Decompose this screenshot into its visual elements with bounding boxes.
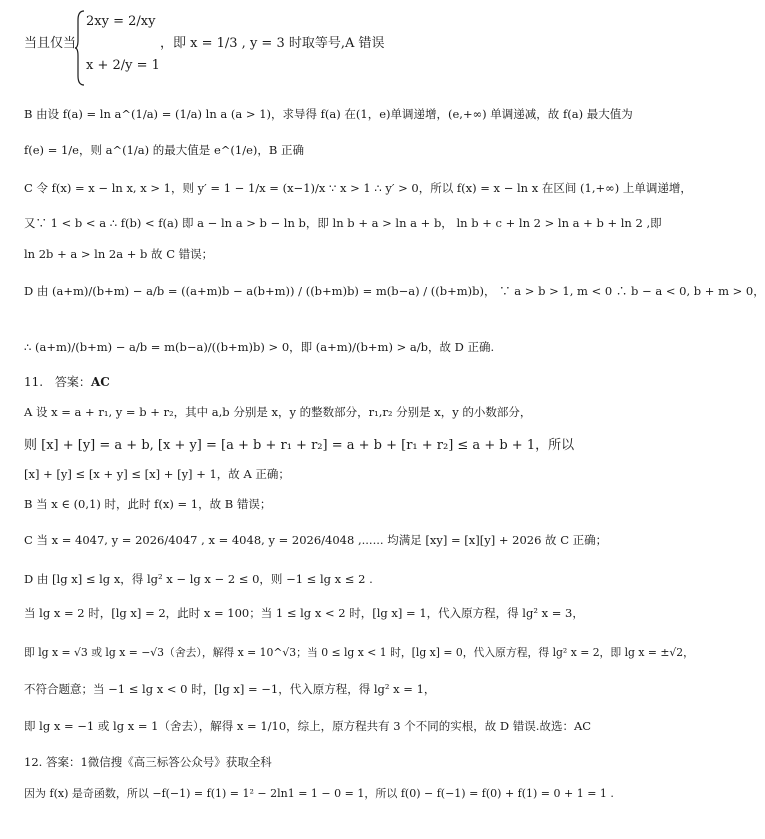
s11-number: 11. [24,375,44,389]
s11-header [24,374,624,390]
s10-C-line3: ln 2b + a > ln 2a + b 故 C 错误； [24,247,214,261]
s12-header: 12. 答案：1微信搜《高三标答公众号》获取全科 [24,755,272,769]
system-brace [75,10,85,86]
s11-A-line1: A 设 x = a + r₁, y = b + r₂，其中 a,b 分别是 x，y 的整数部分，r₁,r₂ 分别是 x，y 的小数部分， [24,405,532,419]
system-row-2: x + 2/y = 1 [86,58,160,73]
s11-C-line: C 当 x = 4047, y = 2026/4047 , x = 4048, y = 2026/4048 ,...... 均满足 [xy] = [x][y] + 2026 故 C 正确； [24,533,608,547]
s10-B-line1: B 由设 f(a) = ln a^(1/a) = (1/a) ln a (a > 1)，求导得 f(a) 在(1，e)单调递增，(e,+∞) 单调递减，故 f(a) 最大值为 [24,107,633,121]
s11-D-line3: 即 lg x = √3 或 lg x = −√3（舍去），解得 x = 10^√3；当 0 ≤ lg x < 1 时，[lg x] = 0，代入原方程，得 lg² x = 2，即 lg x = ±√2， [24,646,694,659]
s10-C-line2: 又∵ 1 < b < a ∴ f(b) < f(a) 即 a − ln a > b − ln b，即 ln b + a > ln a + b， ln b + c + ln 2 > ln a + b + ln 2 ,即 [24,216,662,230]
system-row-1: 2xy = 2/xy [86,14,156,29]
s12-line1: 因为 f(x) 是奇函数，所以 −f(−1) = f(1) = 1² − 2ln1 = 1 − 0 = 1，所以 f(0) − f(−1) = f(0) + f(1) = 0 + 1 = 1 . [24,787,614,800]
s11-D-line2: 当 lg x = 2 时，[lg x] = 2，此时 x = 100；当 1 ≤ lg x < 2 时，[lg x] = 1，代入原方程，得 lg² x = 3， [24,606,584,620]
s11-D-line5: 即 lg x = −1 或 lg x = 1（舍去），解得 x = 1/10，综上，原方程共有 3 个不同的实根，故 D 错误.故选：AC [24,719,592,733]
s10-C-line1: C 令 f(x) = x − ln x, x > 1，则 y′ = 1 − 1/x = (x−1)/x ∵ x > 1 ∴ y′ > 0，所以 f(x) = x − ln x 在区间 (1,+∞) 上单调递增， [24,181,692,195]
s10-D-line1: D 由 (a+m)/(b+m) − a/b = ((a+m)b − a(b+m)) / ((b+m)b) = m(b−a) / ((b+m)b)， ∵ a > b > 1, m < 0 ∴ b − a < 0, b + m > 0， [24,284,765,298]
cond-prefix: 当且仅当 [24,36,77,51]
s11-B-line: B 当 x ∈ (0,1) 时，此时 f(x) = 1，故 B 错误； [24,497,272,511]
s10-B-line2: f(e) = 1/e，则 a^(1/a) 的最大值是 e^(1/e)，B 正确 [24,143,304,157]
s11-D-line4: 不符合题意；当 −1 ≤ lg x < 0 时，[lg x] = −1，代入原方程，得 lg² x = 1， [24,682,436,696]
s10-D-line2: ∴ (a+m)/(b+m) − a/b = m(b−a)/((b+m)b) > 0，即 (a+m)/(b+m) > a/b，故 D 正确. [24,340,495,354]
s11-label: 答案： [54,375,91,389]
s11-answer: AC [90,375,110,389]
cond-suffix: ，即 x = 1/3 , y = 3 时取等号,A 错误 [160,36,385,51]
s11-A-line2: 则 [x] + [y] = a + b, [x + y] = [a + b + r₁ + r₂] = a + b + [r₁ + r₂] ≤ a + b + 1，所以 [24,438,575,453]
s11-D-line1: D 由 [lg x] ≤ lg x，得 lg² x − lg x − 2 ≤ 0，则 −1 ≤ lg x ≤ 2 . [24,572,373,586]
s11-A-line3: [x] + [y] ≤ [x + y] ≤ [x] + [y] + 1，故 A 正确； [24,467,290,481]
